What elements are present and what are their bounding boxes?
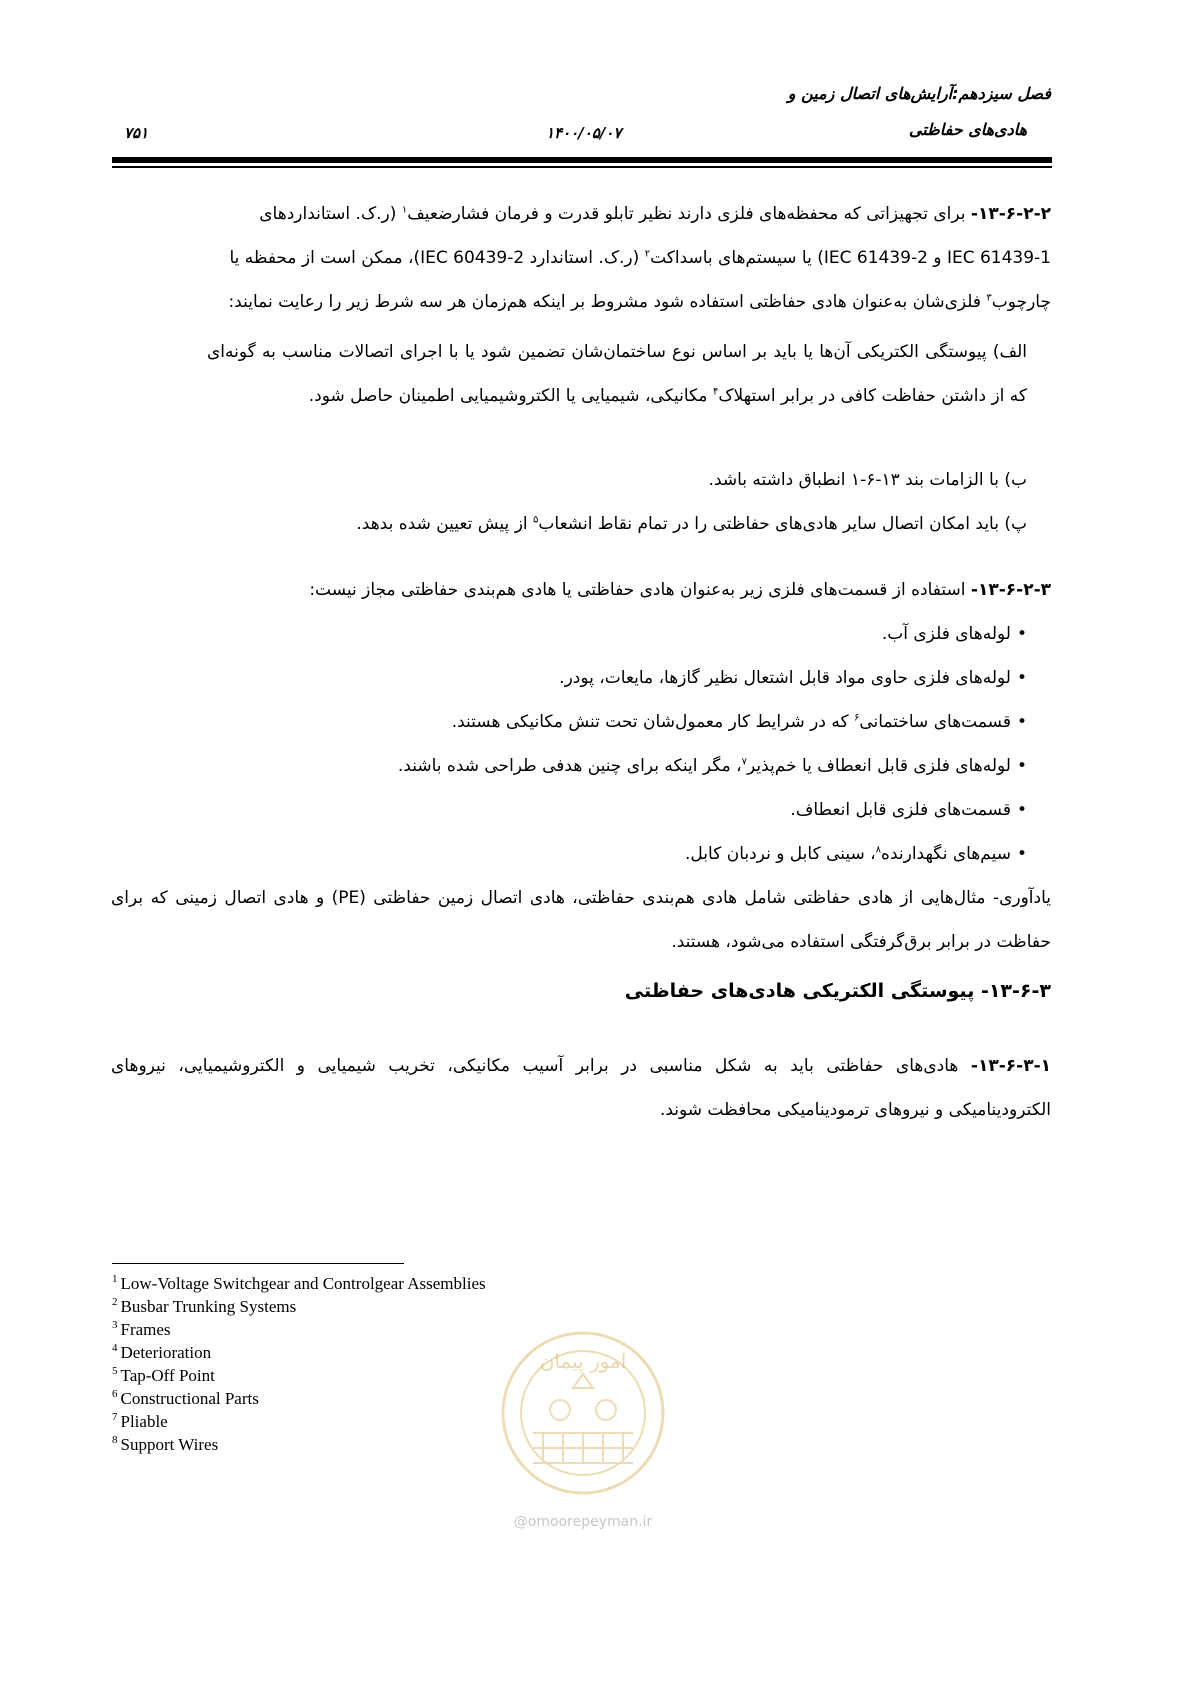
bullet-item: [559, 668, 1027, 688]
watermark-brand: امور پیمان: [539, 1349, 627, 1373]
bullet-icon: •: [1016, 624, 1027, 644]
watermark-logo: [488, 1318, 678, 1538]
bullet-text: که در شرایط کار معمول‌شان تحت تنش مکانیکی هستند.: [451, 712, 854, 732]
section-number: ۱۳-۶-۳-۱-: [970, 1056, 1051, 1076]
section-heading: ۱۳-۶-۳- پیوستگی الکتریکی هادی‌های حفاظتی: [624, 980, 1051, 1002]
footnote-rule: [112, 1263, 404, 1264]
bullet-item: [452, 712, 1027, 732]
section-text: (ر.ک. استاندارد IEC 60439-2)، ممکن است از محفظه یا: [229, 248, 645, 268]
footnote-item: $^6$ Constructional Parts: [112, 1388, 259, 1408]
section-number: ۱۳-۶-۲-۳-: [970, 580, 1051, 600]
chapter-subtitle: هادی‌های حفاظتی: [908, 120, 1027, 139]
bullet-item: [882, 624, 1027, 644]
bullet-item: [790, 800, 1027, 820]
condition-text: مکانیکی، شیمیایی یا الکتروشیمیایی اطمینان حاصل شود.: [308, 386, 713, 406]
header-rule-thick: [112, 157, 1052, 163]
section-13-6-2-2-line1: [259, 204, 1051, 224]
bullet-text: ، سینی کابل و نردبان کابل.: [685, 844, 876, 864]
bullet-text: قسمت‌های فلزی قابل انعطاف.: [790, 800, 1011, 820]
header-date: ۱۴۰۰/۰۵/۰۷: [546, 124, 622, 142]
watermark-site: @omoorepeyman.ir: [513, 1514, 653, 1530]
bullet-icon: •: [1016, 844, 1027, 864]
condition-text: از پیش تعیین شده بدهد.: [356, 514, 534, 534]
section-13-6-2-2-line2: [229, 248, 1051, 268]
bullet-text: لوله‌های فلزی حاوی مواد قابل اشتعال نظیر گازها، مایعات، پودر.: [559, 668, 1011, 688]
bullet-icon: •: [1016, 668, 1027, 688]
condition-text: پ) باید امکان اتصال سایر هادی‌های حفاظتی را در تمام نقاط انشعاب: [538, 514, 1027, 534]
condition-text: الف) پیوستگی الکتریکی آن‌ها یا باید بر اساس نوع ساختمان‌شان تضمین شود یا با اجرای اتصالات مناسب به گونه‌ای که از داشتن حفاظت کافی در برابر استهلاک: [207, 342, 1027, 406]
bullet-text: لوله‌های فلزی قابل انعطاف یا خم‌پذیر: [746, 756, 1011, 776]
footnote-ref: ۳: [986, 292, 992, 304]
condition-be: ب) با الزامات بند ۱۳-۶-۱ انطباق داشته باشد.: [708, 470, 1027, 490]
footnote-ref: ۸: [875, 844, 882, 856]
page-number: ۷۵۱: [124, 124, 149, 142]
bullet-icon: •: [1016, 800, 1027, 820]
bullet-text: لوله‌های فلزی آب.: [881, 624, 1011, 644]
note-paragraph: یادآوری- مثال‌هایی از هادی حفاظتی شامل هادی هم‌بندی حفاظتی، هادی اتصال زمین حفاظتی (PE) و هادی اتصال زمینی که برای حفاظت در برابر برق‌گرفتگی استفاده می‌شود، هستند.: [111, 888, 1052, 952]
chapter-title: فصل سیزدهم:آرایش‌های اتصال زمین و: [787, 84, 1051, 103]
section-number: ۱۳-۶-۲-۲-: [970, 204, 1051, 224]
bullet-text: قسمت‌های ساختمانی: [859, 712, 1011, 732]
footnote-ref: ۴: [712, 386, 719, 398]
footnote-item: $^1$ Low-Voltage Switchgear and Controlgear Assemblies: [112, 1273, 486, 1293]
bullet-item: [398, 756, 1027, 776]
condition-pe: [356, 514, 1027, 534]
footnote-item: $^5$ Tap-Off Point: [112, 1365, 215, 1385]
footnotes: [112, 1272, 486, 1456]
footnote-item: $^2$ Busbar Trunking Systems: [112, 1296, 297, 1316]
footnote-item: $^8$ Support Wires: [112, 1434, 219, 1454]
footnote-ref: ۶: [853, 712, 860, 724]
bullet-text: سیم‌های نگهدارنده: [881, 844, 1011, 864]
section-text: هادی‌های حفاظتی باید به شکل مناسبی در برابر آسیب مکانیکی، تخریب شیمیایی و الکتروشیمیایی، نیروهای الکترودینامیکی و نیروهای ترمودینامیکی محافظت شوند.: [111, 1056, 1051, 1120]
section-text: فلزی‌شان به‌عنوان هادی حفاظتی استفاده شود مشروط بر اینکه هم‌زمان هر سه شرط زیر را رعایت نمایند:: [228, 292, 987, 312]
footnote-ref: ۵: [533, 514, 539, 526]
section-text: برای تجهیزاتی که محفظه‌های فلزی دارند نظیر تابلو قدرت و فرمان فشارضعیف: [407, 204, 971, 224]
section-13-6-2-2-line3: [228, 292, 1051, 312]
section-13-6-2-3: [309, 580, 1051, 600]
section-text: (ر.ک. استانداردهای: [259, 204, 402, 224]
bullet-icon: •: [1016, 756, 1027, 776]
section-13-6-3-1: [111, 1044, 1051, 1132]
section-text: استفاده از قسمت‌های فلزی زیر به‌عنوان هادی حفاظتی یا هادی هم‌بندی حفاظتی مجاز نیست:: [309, 580, 971, 600]
section-text: IEC 61439-1 و IEC 61439-2) یا سیستم‌های باسداکت: [650, 248, 1051, 268]
footnote-ref: ۲: [644, 248, 651, 260]
footnote-ref: ۷: [741, 756, 747, 768]
header-rule-thin: [112, 166, 1052, 168]
footnote-ref: ۱: [401, 204, 408, 216]
bullet-icon: •: [1016, 712, 1027, 732]
bullet-item: [685, 844, 1027, 864]
section-text: چارچوب: [991, 292, 1051, 312]
condition-alef: [207, 330, 1027, 418]
bullet-text: ، مگر اینکه برای چنین هدفی طراحی شده باشند.: [397, 756, 742, 776]
footnote-item: $^7$ Pliable: [112, 1411, 168, 1431]
footnote-item: $^3$ Frames: [112, 1319, 171, 1339]
footnote-item: $^4$ Deterioration: [112, 1342, 212, 1362]
